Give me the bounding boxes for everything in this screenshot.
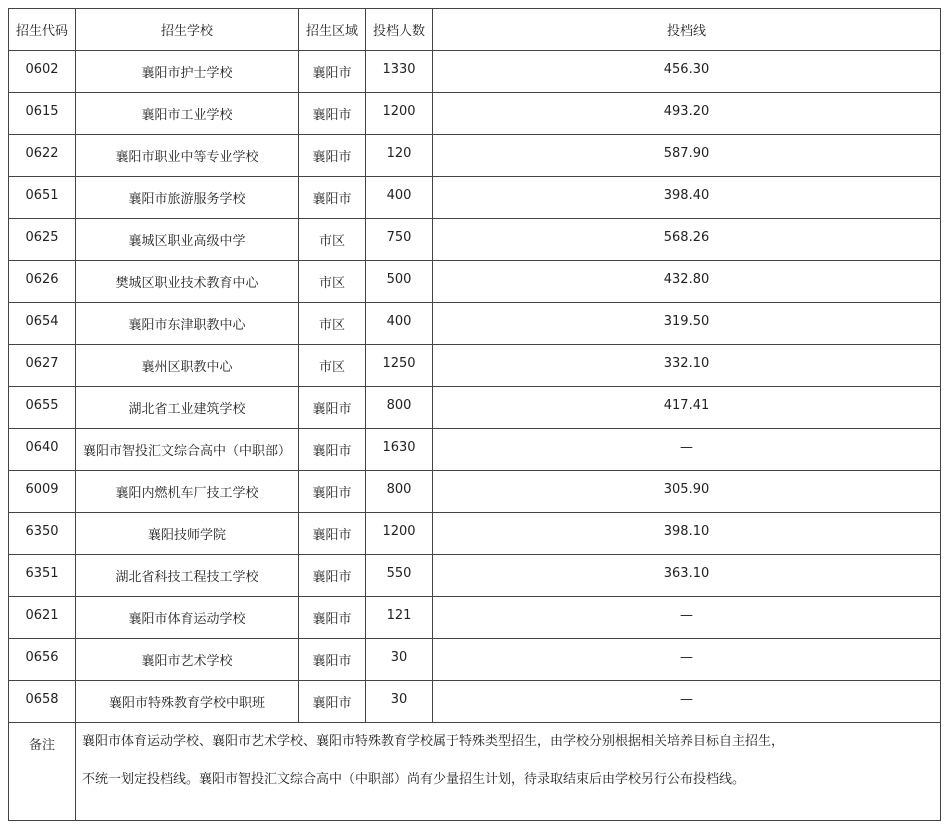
cell-code: 0615 (9, 93, 76, 135)
cell-region: 市区 (299, 261, 366, 303)
table-row (9, 681, 941, 723)
cell-code: 0658 (9, 681, 76, 723)
note-line-2: 不统一划定投档线。襄阳市智投汇文综合高中（中职部）尚有少量招生计划，待录取结束后由学校另行公布投档线。 (82, 772, 746, 787)
cell-school: 襄城区职业高级中学 (76, 219, 299, 261)
cell-school: 襄阳市职业中等专业学校 (76, 135, 299, 177)
cell-score: 319.50 (433, 303, 941, 345)
table-row (9, 471, 941, 513)
cell-count: 1250 (366, 345, 433, 387)
cell-region: 襄阳市 (299, 177, 366, 219)
cell-code: 0656 (9, 639, 76, 681)
cell-score: — (433, 597, 941, 639)
cell-school: 樊城区职业技术教育中心 (76, 261, 299, 303)
cell-code: 0627 (9, 345, 76, 387)
cell-region: 襄阳市 (299, 93, 366, 135)
cell-code: 0625 (9, 219, 76, 261)
header-count: 投档人数 (366, 9, 433, 51)
cell-school: 襄阳市护士学校 (76, 51, 299, 93)
cell-school: 襄阳市体育运动学校 (76, 597, 299, 639)
cell-count: 1330 (366, 51, 433, 93)
table-row (9, 429, 941, 471)
header-score: 投档线 (433, 9, 941, 51)
table-header-row (9, 9, 941, 51)
table-row (9, 513, 941, 555)
cell-code: 0640 (9, 429, 76, 471)
cell-count: 120 (366, 135, 433, 177)
cell-count: 500 (366, 261, 433, 303)
cell-code: 6009 (9, 471, 76, 513)
cell-school: 湖北省工业建筑学校 (76, 387, 299, 429)
cell-score: 493.20 (433, 93, 941, 135)
cell-score: — (433, 639, 941, 681)
cell-region: 襄阳市 (299, 429, 366, 471)
cell-count: 30 (366, 681, 433, 723)
cell-count: 400 (366, 303, 433, 345)
cell-school: 襄阳市艺术学校 (76, 639, 299, 681)
cell-region: 襄阳市 (299, 681, 366, 723)
header-school: 招生学校 (76, 9, 299, 51)
note-line-1: 襄阳市体育运动学校、襄阳市艺术学校、襄阳市特殊教育学校属于特殊类型招生，由学校分别根据相关培养目标自主招生， (82, 734, 785, 749)
cell-score: 332.10 (433, 345, 941, 387)
admission-table-container (8, 8, 940, 821)
cell-code: 0602 (9, 51, 76, 93)
cell-code: 0654 (9, 303, 76, 345)
header-region: 招生区域 (299, 9, 366, 51)
cell-code: 0621 (9, 597, 76, 639)
note-text (76, 723, 941, 821)
cell-count: 1630 (366, 429, 433, 471)
cell-count: 800 (366, 471, 433, 513)
table-row (9, 639, 941, 681)
note-row (9, 723, 941, 821)
cell-score: 587.90 (433, 135, 941, 177)
cell-count: 750 (366, 219, 433, 261)
cell-school: 襄阳市特殊教育学校中职班 (76, 681, 299, 723)
cell-region: 襄阳市 (299, 135, 366, 177)
admission-score-table (8, 8, 941, 821)
cell-count: 550 (366, 555, 433, 597)
cell-region: 襄阳市 (299, 51, 366, 93)
cell-region: 襄阳市 (299, 597, 366, 639)
cell-score: 432.80 (433, 261, 941, 303)
cell-score: — (433, 681, 941, 723)
table-row (9, 135, 941, 177)
table-row (9, 345, 941, 387)
cell-count: 30 (366, 639, 433, 681)
cell-score: 568.26 (433, 219, 941, 261)
cell-code: 6351 (9, 555, 76, 597)
cell-code: 0651 (9, 177, 76, 219)
cell-score: 417.41 (433, 387, 941, 429)
cell-count: 400 (366, 177, 433, 219)
cell-school: 襄州区职教中心 (76, 345, 299, 387)
cell-region: 襄阳市 (299, 387, 366, 429)
cell-school: 襄阳市旅游服务学校 (76, 177, 299, 219)
note-label: 备注 (9, 723, 76, 821)
table-body (9, 51, 941, 723)
cell-region: 襄阳市 (299, 513, 366, 555)
cell-score: 305.90 (433, 471, 941, 513)
cell-score: 363.10 (433, 555, 941, 597)
cell-region: 市区 (299, 303, 366, 345)
table-row (9, 93, 941, 135)
cell-school: 湖北省科技工程技工学校 (76, 555, 299, 597)
cell-count: 1200 (366, 93, 433, 135)
cell-region: 襄阳市 (299, 471, 366, 513)
cell-code: 0626 (9, 261, 76, 303)
cell-count: 800 (366, 387, 433, 429)
table-row (9, 177, 941, 219)
table-row (9, 51, 941, 93)
table-row (9, 261, 941, 303)
cell-code: 6350 (9, 513, 76, 555)
table-row (9, 555, 941, 597)
cell-code: 0622 (9, 135, 76, 177)
cell-school: 襄阳市智投汇文综合高中（中职部） (76, 429, 299, 471)
cell-count: 121 (366, 597, 433, 639)
cell-school: 襄阳内燃机车厂技工学校 (76, 471, 299, 513)
cell-score: 398.40 (433, 177, 941, 219)
cell-code: 0655 (9, 387, 76, 429)
cell-region: 市区 (299, 345, 366, 387)
cell-region: 市区 (299, 219, 366, 261)
cell-region: 襄阳市 (299, 639, 366, 681)
cell-school: 襄阳技师学院 (76, 513, 299, 555)
cell-school: 襄阳市东津职教中心 (76, 303, 299, 345)
cell-score: 398.10 (433, 513, 941, 555)
table-row (9, 219, 941, 261)
cell-score: 456.30 (433, 51, 941, 93)
table-row (9, 303, 941, 345)
header-code: 招生代码 (9, 9, 76, 51)
cell-region: 襄阳市 (299, 555, 366, 597)
cell-count: 1200 (366, 513, 433, 555)
table-row (9, 597, 941, 639)
cell-score: — (433, 429, 941, 471)
table-row (9, 387, 941, 429)
cell-school: 襄阳市工业学校 (76, 93, 299, 135)
